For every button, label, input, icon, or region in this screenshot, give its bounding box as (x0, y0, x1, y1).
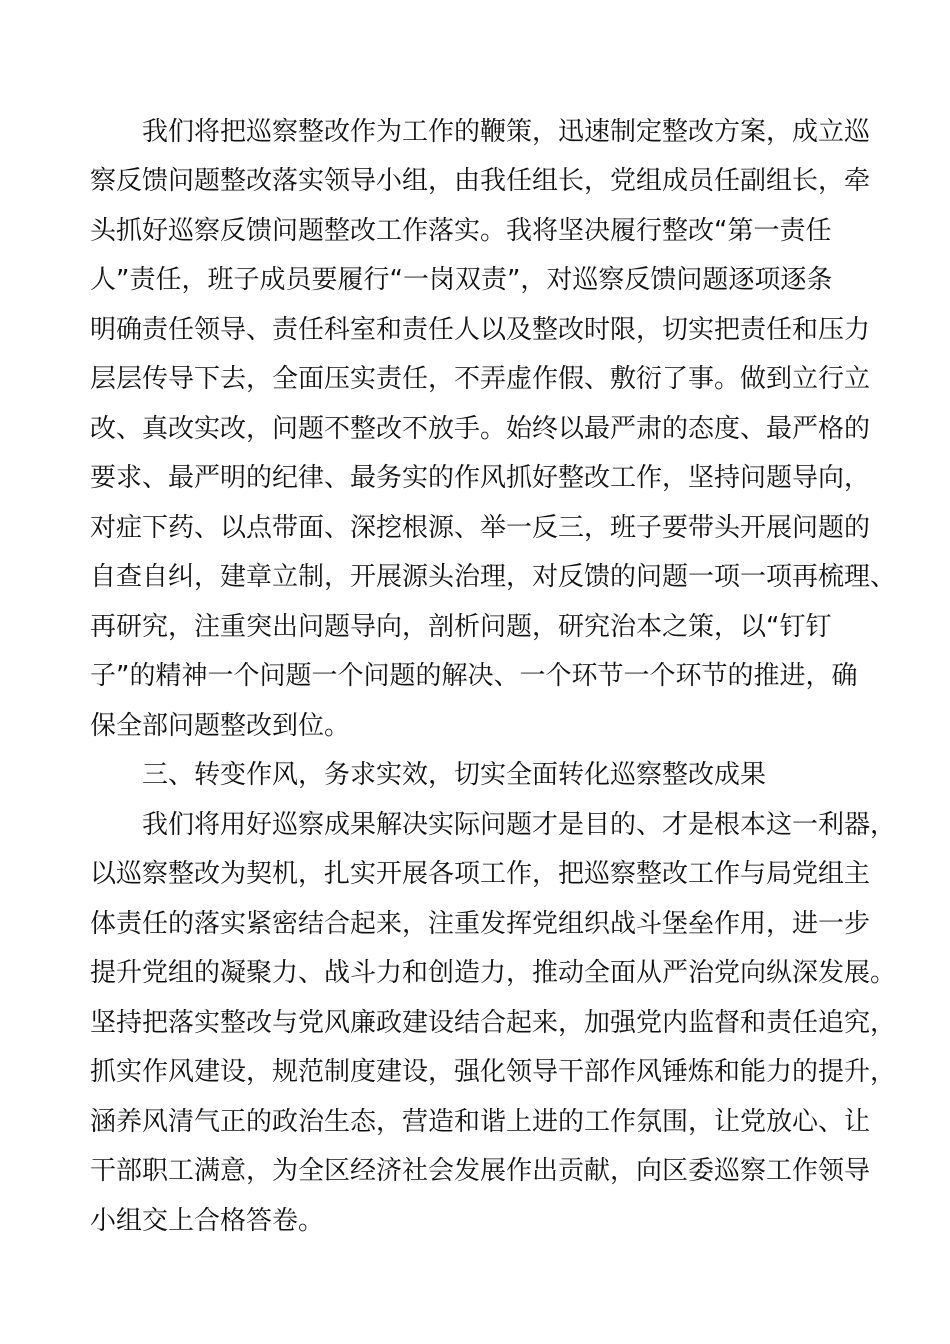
paragraph-3-line-7: 涵养风清气正的政治生态，营造和谐上进的工作氛围，让党放心、让 (90, 1107, 871, 1137)
paragraph-3-line-1: 我们将用好巡察成果解决实际问题才是目的、才是根本这一利器， (142, 810, 897, 840)
paragraph-1-line-8: 要求、最严明的纪律、最务实的作风抓好整改工作，坚持问题导向， (90, 463, 871, 493)
paragraph-3-line-5: 坚持把落实整改与党风廉政建设结合起来，加强党内监督和责任追究， (90, 1008, 897, 1038)
paragraph-3-line-9: 小组交上合格答卷。 (90, 1206, 325, 1236)
paragraph-3-line-6: 抓实作风建设，规范制度建设，强化领导干部作风锤炼和能力的提升， (90, 1057, 897, 1087)
paragraph-1-line-9: 对症下药、以点带面、深挖根源、举一反三，班子要带头开展问题的 (90, 513, 871, 543)
paragraph-3-line-3: 体责任的落实紧密结合起来，注重发挥党组织战斗堡垒作用，进一步 (90, 909, 871, 939)
paragraph-1-line-6: 层层传导下去，全面压实责任，不弄虚作假、敷衍了事。做到立行立 (90, 364, 871, 394)
paragraph-3-line-4: 提升党组的凝聚力、战斗力和创造力，推动全面从严治党向纵深发展。 (90, 958, 897, 988)
paragraph-1-line-3: 头抓好巡察反馈问题整改工作落实。我将坚决履行整改“第一责任 (90, 216, 832, 246)
paragraph-1-line-10: 自查自纠，建章立制，开展源头治理，对反馈的问题一项一项再梳理、 (90, 562, 897, 592)
paragraph-1-line-11: 再研究，注重突出问题导向，剖析问题，研究治本之策，以“钉钉 (90, 612, 832, 642)
paragraph-1-line-2: 察反馈问题整改落实领导小组，由我任组长，党组成员任副组长，牵 (90, 166, 871, 196)
paragraph-1-line-5: 明确责任领导、责任科室和责任人以及整改时限，切实把责任和压力 (90, 315, 871, 345)
paragraph-3-line-8: 干部职工满意，为全区经济社会发展作出贡献，向区委巡察工作领导 (90, 1156, 871, 1186)
paragraph-3-line-2: 以巡察整改为契机，扎实开展各项工作，把巡察整改工作与局党组主 (90, 859, 871, 889)
paragraph-1-line-12: 子”的精神一个问题一个问题的解决、一个环节一个环节的推进，确 (90, 661, 858, 691)
paragraph-1-line-1: 我们将把巡察整改作为工作的鞭策，迅速制定整改方案，成立巡 (142, 117, 871, 147)
paragraph-1-line-13: 保全部问题整改到位。 (90, 711, 351, 741)
section-heading: 三、转变作风，务求实效，切实全面转化巡察整改成果 (142, 760, 767, 790)
paragraph-1-line-7: 改、真改实改，问题不整改不放手。始终以最严肃的态度、最严格的 (90, 414, 871, 444)
paragraph-1-line-4: 人”责任，班子成员要履行“一岗双责”，对巡察反馈问题逐项逐条 (90, 265, 833, 295)
